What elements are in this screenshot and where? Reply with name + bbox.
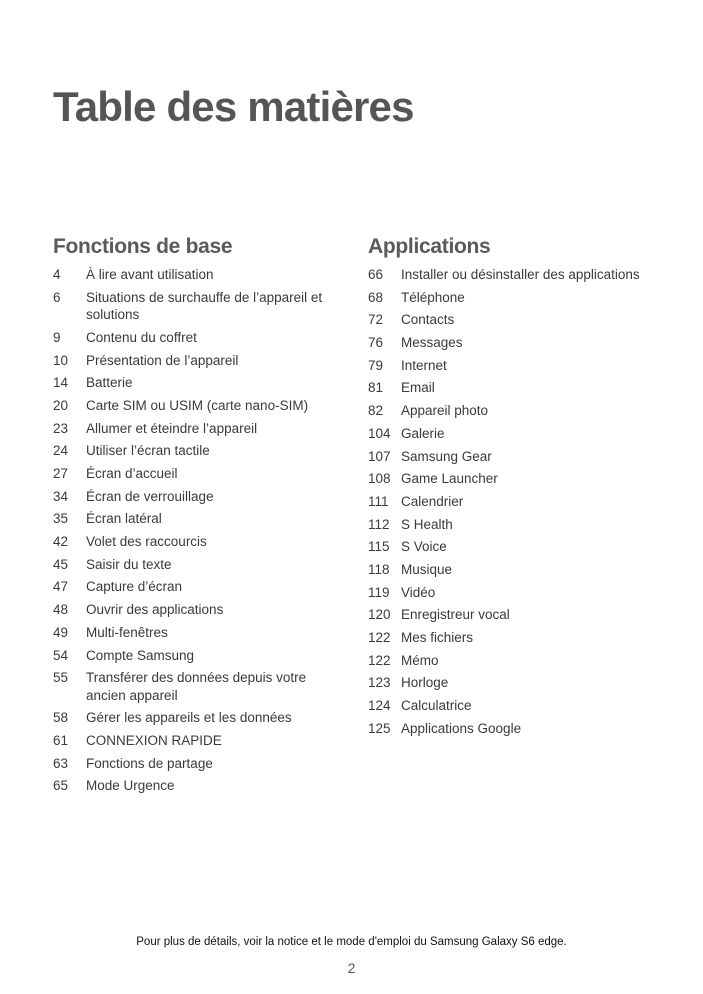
- toc-section-basic-functions: [53, 233, 353, 800]
- toc-entry[interactable]: [53, 465, 353, 483]
- toc-page-number: 112: [368, 516, 390, 532]
- page-number: 2: [347, 960, 356, 976]
- toc-entry-label: CONNEXION RAPIDE: [86, 733, 222, 749]
- toc-entry[interactable]: [53, 510, 353, 528]
- toc-entry[interactable]: [53, 601, 353, 619]
- toc-entry[interactable]: [368, 652, 668, 670]
- toc-entry[interactable]: [368, 425, 668, 443]
- toc-entry-label: Téléphone: [401, 289, 465, 305]
- toc-entry[interactable]: [53, 289, 353, 324]
- toc-entry[interactable]: [53, 777, 353, 795]
- toc-page-number: 108: [368, 471, 391, 487]
- toc-page-number: 76: [368, 335, 384, 351]
- toc-entry-label: Volet des raccourcis: [86, 534, 207, 550]
- page-title: Table des matières: [53, 83, 414, 130]
- toc-entry[interactable]: [53, 352, 353, 370]
- toc-entry-label: Présentation de l’appareil: [86, 352, 239, 368]
- toc-entry[interactable]: [53, 533, 353, 551]
- toc-entry-label: Calculatrice: [401, 698, 472, 714]
- toc-entry[interactable]: [53, 442, 353, 460]
- section-heading: Applications: [368, 235, 491, 258]
- toc-entry[interactable]: [53, 578, 353, 596]
- toc-entry[interactable]: [368, 516, 668, 534]
- toc-page-number: 23: [53, 420, 69, 436]
- toc-entry-label: Vidéo: [401, 584, 436, 600]
- toc-page-number: 4: [53, 267, 61, 282]
- toc-page-number: 63: [53, 755, 69, 771]
- toc-page-number: 27: [53, 466, 69, 481]
- toc-entry[interactable]: [53, 647, 353, 665]
- toc-page-number: 61: [53, 733, 69, 749]
- toc-page-number: 82: [368, 403, 384, 419]
- toc-entry[interactable]: [368, 402, 668, 420]
- toc-page-number: 47: [53, 579, 69, 595]
- toc-page-number: 111: [368, 493, 389, 509]
- toc-entry[interactable]: [368, 448, 668, 466]
- toc-entry[interactable]: [368, 674, 668, 692]
- toc-entry-label: Mes fichiers: [401, 630, 474, 645]
- toc-entry[interactable]: [368, 311, 668, 329]
- toc-page-number: 118: [368, 561, 390, 577]
- toc-page-number: 115: [368, 539, 390, 555]
- section-heading: Fonctions de base: [53, 235, 233, 258]
- toc-entry-label: Enregistreur vocal: [401, 607, 510, 623]
- toc-page-number: 125: [368, 720, 391, 736]
- toc-page-number: 9: [53, 329, 61, 345]
- toc-entry-label: Compte Samsung: [86, 647, 195, 663]
- toc-list: [53, 266, 353, 795]
- toc-entry-label: S Health: [401, 516, 453, 532]
- toc-entry[interactable]: [368, 334, 668, 352]
- toc-page-number: 49: [53, 624, 69, 640]
- toc-entry[interactable]: [368, 289, 668, 307]
- toc-entry[interactable]: [53, 624, 353, 642]
- toc-page-number: 65: [53, 778, 69, 794]
- toc-entry[interactable]: [53, 556, 353, 574]
- toc-page-number: 35: [53, 511, 69, 527]
- toc-entry-label: Saisir du texte: [86, 556, 172, 572]
- toc-page-number: 42: [53, 534, 69, 550]
- toc-entry-label: Capture d’écran: [86, 579, 183, 595]
- toc-entry[interactable]: [53, 266, 353, 284]
- toc-page-number: 66: [368, 267, 384, 282]
- toc-entry[interactable]: [53, 669, 353, 704]
- toc-entry-label: Ouvrir des applications: [86, 602, 224, 618]
- toc-entry[interactable]: [368, 584, 668, 602]
- toc-page-number: 58: [53, 710, 69, 726]
- toc-page-number: 68: [368, 289, 384, 305]
- toc-entry-label: Situations de surchauffe de l’appareil et solutions: [86, 289, 323, 323]
- toc-page-number: 79: [368, 357, 384, 373]
- toc-page-number: 14: [53, 375, 69, 391]
- toc-entry[interactable]: [53, 397, 353, 415]
- toc-entry-label: Multi-fenêtres: [86, 624, 168, 640]
- toc-entry-label: Écran d’accueil: [86, 466, 178, 481]
- toc-page-number: 34: [53, 488, 69, 504]
- toc-page-number: 81: [368, 380, 384, 396]
- toc-entry[interactable]: [368, 538, 668, 556]
- toc-page-number: 120: [368, 607, 391, 623]
- footer-note: Pour plus de détails, voir la notice et le mode d'emploi du Samsung Galaxy S6 edge.: [136, 936, 567, 948]
- toc-page-number: 119: [368, 584, 390, 600]
- toc-entry[interactable]: [368, 379, 668, 397]
- toc-page-number: 54: [53, 647, 69, 663]
- toc-page-number: 10: [53, 352, 69, 368]
- toc-entry[interactable]: [53, 755, 353, 773]
- toc-page-number: 55: [53, 670, 69, 686]
- toc-entry-label: S Voice: [401, 539, 447, 555]
- toc-entry-label: Internet: [401, 357, 447, 373]
- toc-page-number: 124: [368, 698, 391, 714]
- toc-entry[interactable]: [53, 709, 353, 727]
- toc-entry[interactable]: [53, 488, 353, 506]
- toc-entry-label: Appareil photo: [401, 403, 489, 419]
- toc-page-number: 20: [53, 397, 69, 413]
- toc-page-number: 45: [53, 556, 69, 572]
- toc-entry-label: Musique: [401, 561, 453, 577]
- toc-entry-label: Écran de verrouillage: [86, 488, 214, 504]
- toc-entry-label: Applications Google: [401, 720, 522, 736]
- toc-page-number: 104: [368, 425, 391, 441]
- toc-entry-label: Transférer des données depuis votre ancien appareil: [86, 670, 307, 703]
- toc-entry-label: Samsung Gear: [401, 448, 492, 464]
- toc-entry[interactable]: [368, 493, 668, 511]
- toc-entry[interactable]: [53, 374, 353, 392]
- toc-entry-label: Messages: [401, 335, 463, 351]
- toc-entry-label: Horloge: [401, 675, 449, 691]
- toc-entry[interactable]: [368, 357, 668, 375]
- toc-list: [368, 266, 668, 737]
- toc-entry[interactable]: [53, 329, 353, 347]
- toc-entry-label: Contacts: [401, 312, 455, 328]
- toc-entry-label: Batterie: [86, 375, 133, 391]
- toc-page-number: 6: [53, 289, 61, 305]
- toc-entry-label: Game Launcher: [401, 471, 498, 487]
- toc-entry-label: Gérer les appareils et les données: [86, 710, 292, 726]
- toc-entry-label: Carte SIM ou USIM (carte nano-SIM): [86, 397, 309, 413]
- toc-entry-label: Fonctions de partage: [86, 755, 213, 771]
- toc-entry-label: Galerie: [401, 425, 445, 441]
- toc-entry[interactable]: [368, 629, 668, 647]
- toc-entry-label: Calendrier: [401, 493, 464, 509]
- toc-entry[interactable]: [368, 720, 668, 738]
- toc-page-number: 107: [368, 448, 391, 464]
- toc-page-number: 123: [368, 675, 391, 691]
- toc-entry-label: Écran latéral: [86, 511, 162, 527]
- toc-entry[interactable]: [368, 606, 668, 624]
- toc-entry-label: Allumer et éteindre l’appareil: [86, 420, 258, 436]
- toc-page-number: 24: [53, 443, 69, 459]
- toc-page-number: 48: [53, 602, 69, 618]
- toc-entry[interactable]: [368, 470, 668, 488]
- toc-entry-label: Utiliser l’écran tactile: [86, 443, 210, 459]
- toc-entry[interactable]: [368, 561, 668, 579]
- toc-entry-label: Mémo: [401, 652, 439, 668]
- toc-section-applications: [368, 233, 668, 742]
- toc-entry-label: Contenu du coffret: [86, 329, 197, 345]
- toc-entry[interactable]: [53, 732, 353, 750]
- toc-entry-label: Mode Urgence: [86, 778, 175, 794]
- toc-entry[interactable]: [368, 266, 668, 284]
- toc-entry-label: Email: [401, 380, 435, 396]
- toc-page-number: 122: [368, 630, 391, 645]
- toc-entry-label: Installer ou désinstaller des applications: [401, 267, 640, 282]
- toc-page-number: 122: [368, 652, 391, 668]
- toc-page-number: 72: [368, 312, 384, 328]
- toc-entry[interactable]: [53, 420, 353, 438]
- toc-entry-label: À lire avant utilisation: [86, 267, 214, 282]
- toc-entry[interactable]: [368, 697, 668, 715]
